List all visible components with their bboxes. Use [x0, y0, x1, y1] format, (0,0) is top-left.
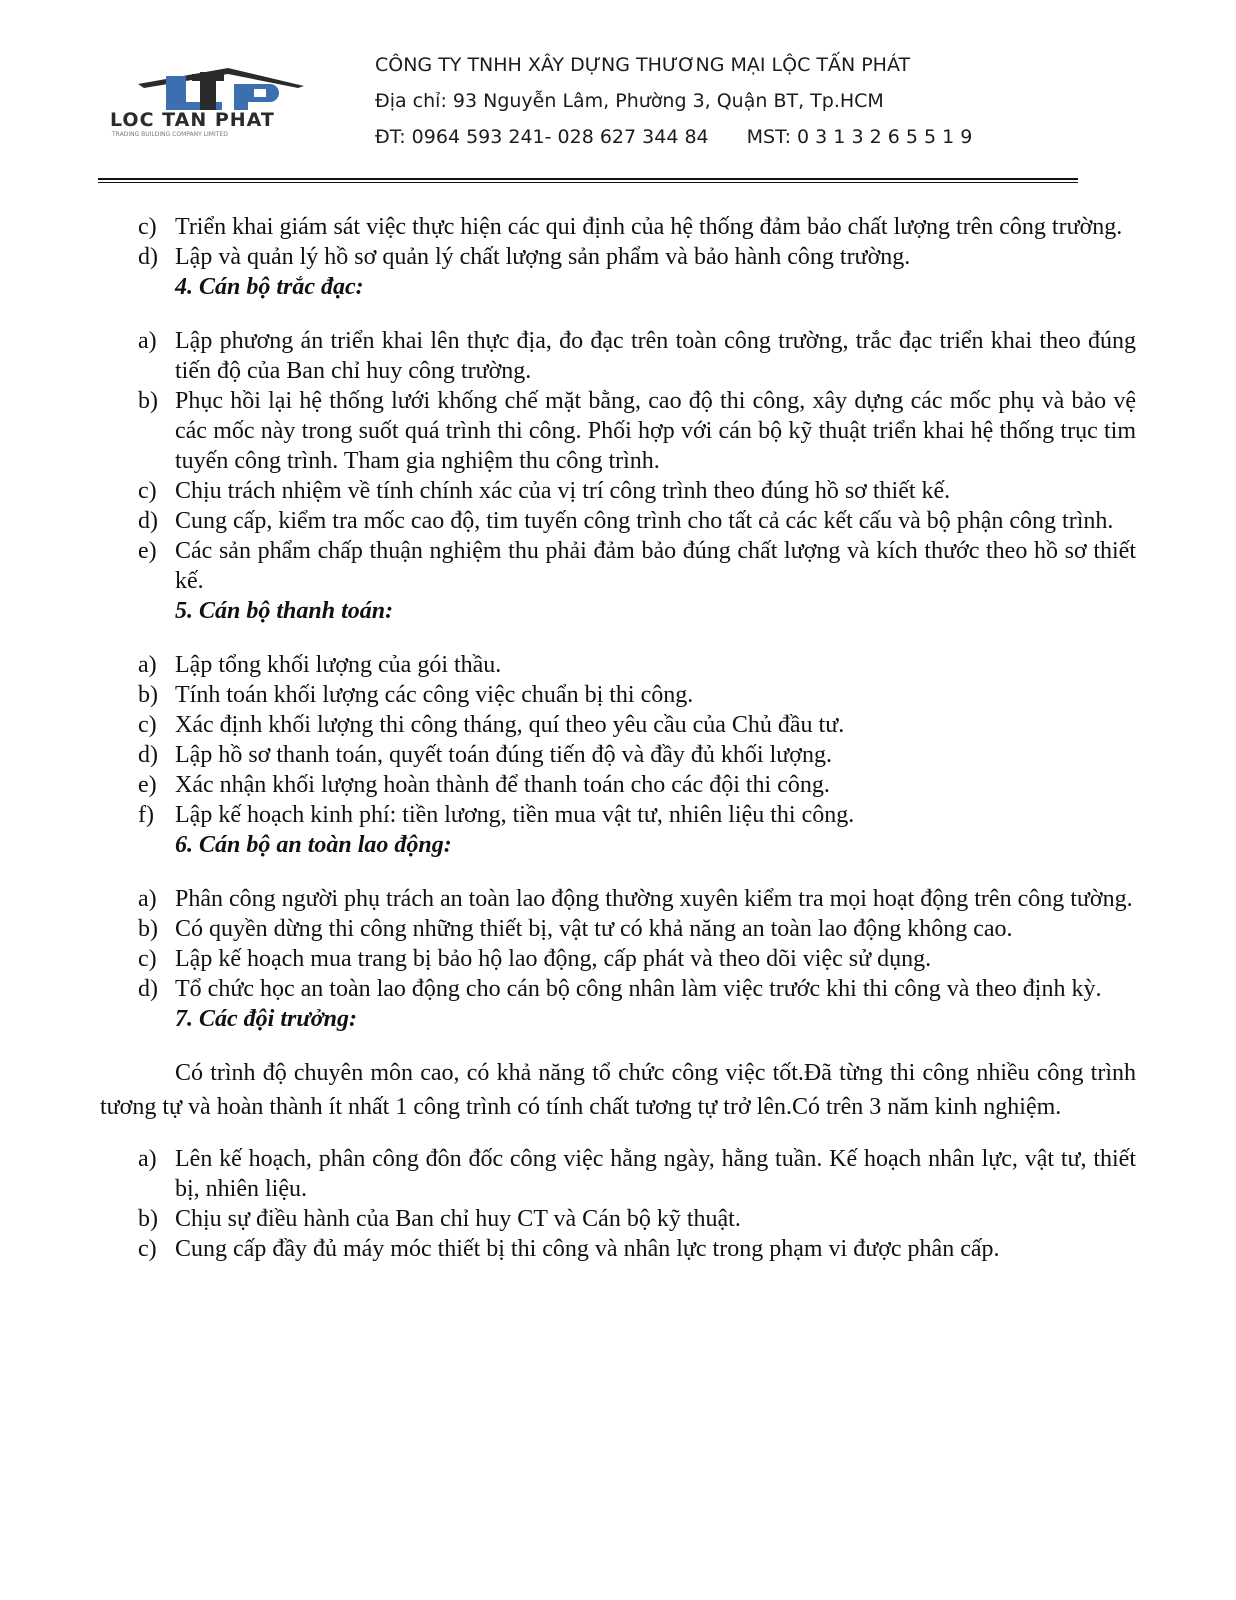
header-divider-thin: [98, 182, 1078, 183]
list-item: b) Phục hồi lại hệ thống lưới khống chế mặt bằng, cao độ thi công, xây dựng các mốc phụ và bảo vệ các mốc này trong suốt quá trình thi công. Phối hợp với cán bộ kỹ thuật triển khai hệ thống trục tim tuyến công trình. Tham gia nghiệm thu công trình.: [138, 388, 1136, 474]
list-item: d) Lập hồ sơ thanh toán, quyết toán đúng tiến độ và đầy đủ khối lượng.: [138, 742, 832, 768]
list-item: b) Tính toán khối lượng các công việc chuẩn bị thi công.: [138, 682, 694, 708]
letterhead: [0, 0, 1236, 190]
top-list: [0, 212, 1236, 272]
company-logo: [108, 62, 338, 142]
section-heading-6: 6. Cán bộ an toàn lao động:: [175, 832, 452, 858]
list-item: b) Chịu sự điều hành của Ban chỉ huy CT và Cán bộ kỹ thuật.: [138, 1206, 741, 1232]
section-6-list: [0, 884, 1236, 1004]
list-item: c) Lập kế hoạch mua trang bị bảo hộ lao động, cấp phát và theo dõi việc sử dụng.: [138, 946, 932, 972]
list-item: c) Xác định khối lượng thi công tháng, quí theo yêu cầu của Chủ đầu tư.: [138, 712, 845, 738]
list-item: a) Phân công người phụ trách an toàn lao động thường xuyên kiểm tra mọi hoạt động trên công tường.: [138, 886, 1133, 912]
list-item: d) Cung cấp, kiểm tra mốc cao độ, tim tuyến công trình cho tất cả các kết cấu và bộ phận công trình.: [138, 508, 1114, 534]
section-heading-4: 4. Cán bộ trắc đạc:: [175, 274, 364, 300]
list-item: d) Lập và quản lý hồ sơ quản lý chất lượng sản phẩm và bảo hành công trường.: [138, 244, 911, 270]
company-tax-code: MST: 0 3 1 3 2 6 5 5 1 9: [746, 126, 973, 148]
list-item: d) Tổ chức học an toàn lao động cho cán bộ công nhân làm việc trước khi thi công và theo định kỳ.: [138, 976, 1102, 1002]
list-item: a) Lập tổng khối lượng của gói thầu.: [138, 652, 502, 678]
company-name: CÔNG TY TNHH XÂY DỰNG THƯƠNG MẠI LỘC TẤN PHÁT: [375, 54, 911, 76]
company-address: Địa chỉ: 93 Nguyễn Lâm, Phường 3, Quận BT, Tp.HCM: [375, 90, 884, 112]
section-7-list: [0, 1144, 1236, 1264]
list-item: c) Cung cấp đầy đủ máy móc thiết bị thi công và nhân lực trong phạm vi được phân cấp.: [138, 1236, 1000, 1262]
list-item: e) Các sản phẩm chấp thuận nghiệm thu phải đảm bảo đúng chất lượng và kích thước theo hồ sơ thiết kế.: [138, 538, 1136, 594]
list-item: a) Lập phương án triển khai lên thực địa, đo đạc trên toàn công trường, trắc đạc triển khai theo đúng tiến độ của Ban chỉ huy công trường.: [138, 328, 1136, 384]
list-item: c) Triển khai giám sát việc thực hiện các qui định của hệ thống đảm bảo chất lượng trên công trường.: [138, 214, 1123, 240]
company-contact: [375, 122, 972, 158]
list-item: b) Có quyền dừng thi công những thiết bị, vật tư có khả năng an toàn lao động không cao.: [138, 916, 1013, 942]
section-5-list: [0, 650, 1236, 830]
logo-mark-icon: [108, 62, 338, 142]
section-4-list: [0, 326, 1236, 596]
list-item: e) Xác nhận khối lượng hoàn thành để thanh toán cho các đội thi công.: [138, 772, 830, 798]
company-info: [375, 50, 972, 158]
logo-text: LOC TAN PHAT: [110, 109, 275, 131]
section-7-paragraph: Có trình độ chuyên môn cao, có khả năng tổ chức công việc tốt.Đã từng thi công nhiều công trình tương tự và hoàn thành ít nhất 1 công trình có tính chất tương tự trở lên.Có trên 3 năm kinh nghiệm.: [100, 1060, 1136, 1120]
section-heading-5: 5. Cán bộ thanh toán:: [175, 598, 394, 624]
company-phone: ĐT: 0964 593 241- 028 627 344 84: [375, 126, 709, 148]
list-item: a) Lên kế hoạch, phân công đôn đốc công việc hằng ngày, hằng tuần. Kế hoạch nhân lực, vật tư, thiết bị, nhiên liệu.: [138, 1146, 1136, 1202]
list-item: c) Chịu trách nhiệm về tính chính xác của vị trí công trình theo đúng hồ sơ thiết kế.: [138, 478, 951, 504]
logo-subtext: TRADING BUILDING COMPANY LIMITED: [112, 131, 228, 138]
section-heading-7: 7. Các đội trưởng:: [175, 1006, 357, 1032]
header-divider: [98, 178, 1078, 180]
document-body: [0, 212, 1236, 1264]
list-item: f) Lập kế hoạch kinh phí: tiền lương, tiền mua vật tư, nhiên liệu thi công.: [138, 802, 855, 828]
